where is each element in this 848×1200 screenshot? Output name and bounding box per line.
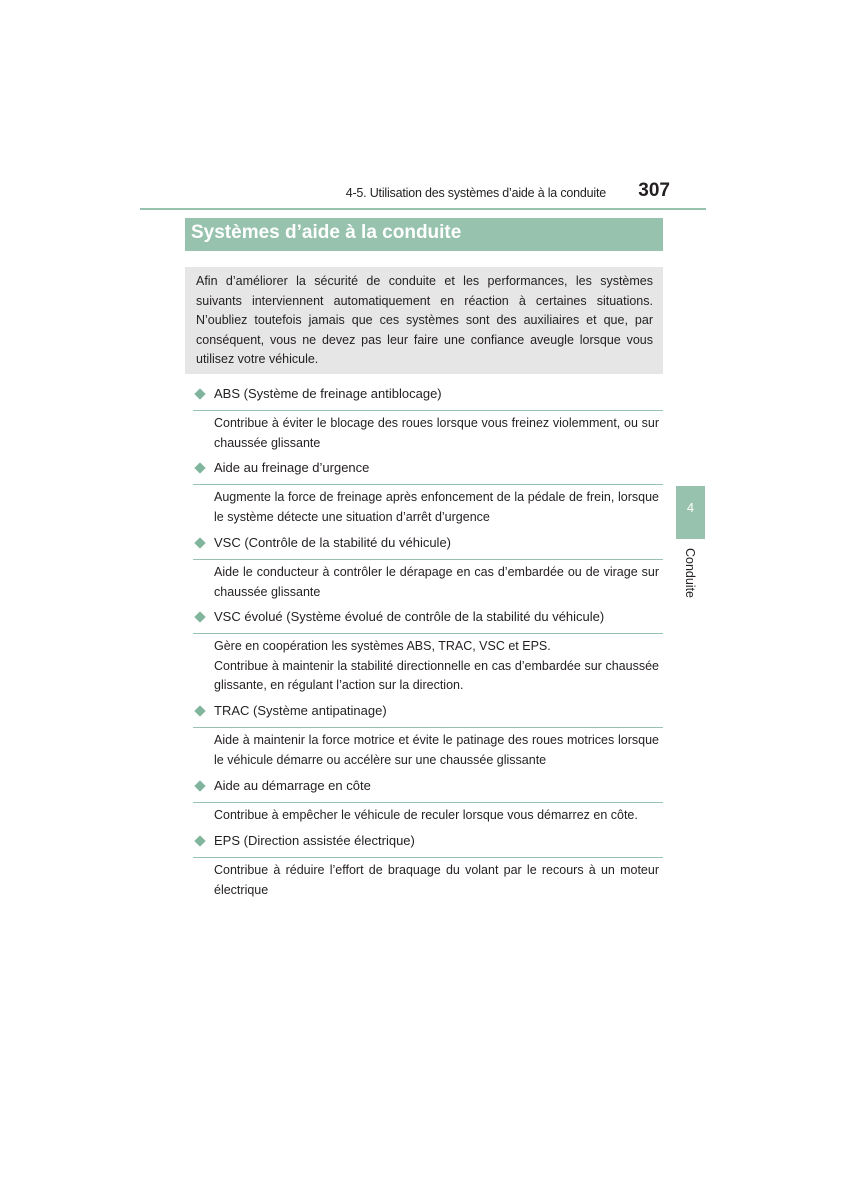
title-bar	[185, 218, 663, 251]
page-number: 307	[638, 180, 670, 201]
chapter-tab	[676, 486, 705, 539]
description-text: Contribue à réduire l’effort de braquage du volant par le recours à un moteur électrique	[214, 863, 659, 897]
item-heading-vsc-advanced	[193, 611, 663, 634]
item-description	[214, 637, 659, 696]
description-text: Aide à maintenir la force motrice et évite le patinage des roues motrices lorsque le véhicule démarre ou accélère sur une chaussée glissante	[214, 733, 659, 767]
chapter-number: 4	[686, 500, 695, 515]
item-heading-eps	[193, 835, 663, 858]
item-heading-abs	[193, 388, 663, 411]
item-description	[214, 414, 659, 453]
description-text: Contribue à éviter le blocage des roues lorsque vous freinez violemment, ou sur chaussée glissante	[214, 416, 659, 450]
item-description	[214, 806, 659, 826]
page-header	[140, 178, 706, 210]
item-title: EPS (Direction assistée électrique)	[214, 833, 415, 848]
item-title: VSC évolué (Système évolué de contrôle de la stabilité du véhicule)	[214, 609, 605, 624]
description-text: Gère en coopération les systèmes ABS, TRAC, VSC et EPS.	[214, 639, 551, 653]
description-text: Augmente la force de freinage après enfoncement de la pédale de frein, lorsque le système détecte une situation d’arrêt d’urgence	[214, 490, 659, 524]
item-heading-hill-start	[193, 780, 663, 803]
item-description	[214, 563, 659, 602]
item-description	[214, 861, 659, 900]
item-heading-emergency-brake	[193, 462, 663, 485]
item-title: VSC (Contrôle de la stabilité du véhicule)	[214, 535, 452, 550]
diamond-bullet-icon	[194, 537, 205, 548]
description-text: Aide le conducteur à contrôler le dérapage en cas d’embardée ou de virage sur chaussée glissante	[214, 565, 659, 599]
item-heading-trac	[193, 705, 663, 728]
intro-box	[185, 267, 663, 374]
description-text: Contribue à maintenir la stabilité directionnelle en cas d’embardée sur chaussée glissante, en régulant l’action sur la direction.	[214, 658, 659, 692]
item-description	[214, 488, 659, 527]
item-description	[214, 731, 659, 770]
diamond-bullet-icon	[194, 705, 205, 716]
page-title: Systèmes d’aide à la conduite	[191, 222, 462, 243]
item-title: ABS (Système de freinage antiblocage)	[214, 386, 442, 401]
item-title: Aide au démarrage en côte	[214, 778, 371, 793]
diamond-bullet-icon	[194, 388, 205, 399]
chapter-label: Conduite	[683, 547, 697, 599]
item-heading-vsc	[193, 537, 663, 560]
diamond-bullet-icon	[194, 835, 205, 846]
item-title: TRAC (Système antipatinage)	[214, 703, 387, 718]
description-text: Contribue à empêcher le véhicule de reculer lorsque vous démarrez en côte.	[214, 808, 638, 822]
section-title: 4-5. Utilisation des systèmes d’aide à la conduite	[345, 186, 606, 200]
intro-text: Afin d’améliorer la sécurité de conduite et les performances, les systèmes suivants interviennent automatiquement en réaction à certaines situations. N’oubliez toutefois jamais que ces systèmes sont des auxiliaires et que, par conséquent, vous ne devez pas leur faire une confiance aveugle lorsque vous utilisez votre véhicule.	[196, 274, 653, 366]
diamond-bullet-icon	[194, 611, 205, 622]
item-title: Aide au freinage d’urgence	[214, 460, 370, 475]
diamond-bullet-icon	[194, 462, 205, 473]
diamond-bullet-icon	[194, 780, 205, 791]
